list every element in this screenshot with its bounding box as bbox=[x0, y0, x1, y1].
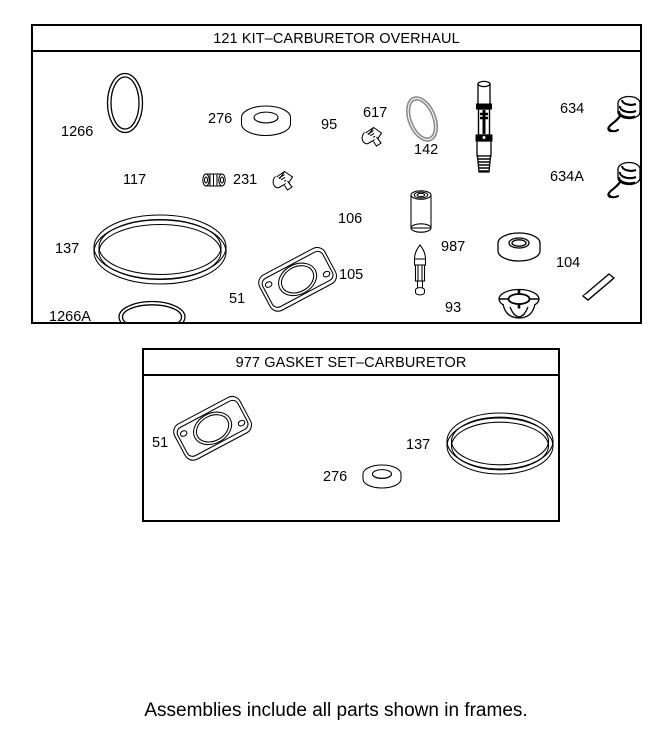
part-51-flange-gasket bbox=[255, 243, 351, 319]
label-part-117: 117 bbox=[123, 172, 147, 188]
part-634-spring-coil-hook bbox=[608, 90, 640, 140]
label-part-231: 231 bbox=[233, 172, 258, 188]
assemblies-caption: Assemblies include all parts shown in frames. bbox=[144, 700, 528, 721]
label-part-93: 93 bbox=[445, 300, 462, 316]
label-part-51-set: 51 bbox=[152, 435, 169, 451]
frame-gasket-set-carburetor bbox=[142, 348, 560, 522]
part-987-seat-washer-thick bbox=[495, 230, 543, 266]
frame-body-kit-carburetor-overhaul bbox=[33, 52, 640, 322]
label-part-142: 142 bbox=[414, 142, 439, 158]
part-1266A-o-ring-round bbox=[116, 298, 188, 322]
part-276-washer-gasket-ring-set bbox=[360, 462, 404, 492]
frame-title-kit-carburetor-overhaul: 121 KIT–CARBURETOR OVERHAUL bbox=[33, 26, 640, 52]
label-part-137-set: 137 bbox=[406, 437, 431, 453]
part-634A-spring-coil-hook bbox=[608, 156, 640, 206]
frame-title-gasket-set-carburetor: 977 GASKET SET–CARBURETOR bbox=[144, 350, 558, 376]
part-276-washer-gasket-ring bbox=[238, 104, 294, 138]
part-117-bushing-ribbed bbox=[201, 168, 229, 192]
frame-body-gasket-set-carburetor bbox=[144, 376, 558, 520]
label-part-137: 137 bbox=[55, 241, 80, 257]
part-95-screw-small bbox=[360, 124, 386, 150]
part-231-screw-small bbox=[271, 168, 297, 194]
label-part-276: 276 bbox=[208, 111, 233, 127]
label-part-634: 634 bbox=[560, 101, 585, 117]
part-51-flange-gasket-set bbox=[170, 392, 266, 468]
part-137-gasket-ring-large-set bbox=[444, 408, 556, 482]
label-part-276-set: 276 bbox=[323, 469, 348, 485]
label-part-106: 106 bbox=[338, 211, 363, 227]
part-106-filter-cylinder bbox=[404, 187, 438, 235]
part-105-needle-valve bbox=[405, 242, 435, 300]
label-part-51: 51 bbox=[229, 291, 246, 307]
label-part-95: 95 bbox=[321, 117, 338, 133]
label-part-104: 104 bbox=[556, 255, 581, 271]
part-1266-o-ring-oval-vertical bbox=[103, 70, 147, 136]
label-part-1266A: 1266A bbox=[49, 309, 91, 322]
part-142-emulsion-tube bbox=[467, 74, 501, 182]
frame-kit-carburetor-overhaul bbox=[31, 24, 642, 324]
label-part-1266: 1266 bbox=[61, 124, 94, 140]
label-part-987: 987 bbox=[441, 239, 466, 255]
label-part-617: 617 bbox=[363, 105, 388, 121]
label-part-105: 105 bbox=[339, 267, 364, 283]
label-part-634A: 634A bbox=[550, 169, 584, 185]
part-93-retainer-plug-slotted bbox=[495, 287, 543, 322]
part-104-pin-rod bbox=[579, 268, 623, 302]
part-617-o-ring-thin-tilted bbox=[401, 92, 443, 146]
part-137-gasket-ring-large bbox=[90, 211, 230, 289]
